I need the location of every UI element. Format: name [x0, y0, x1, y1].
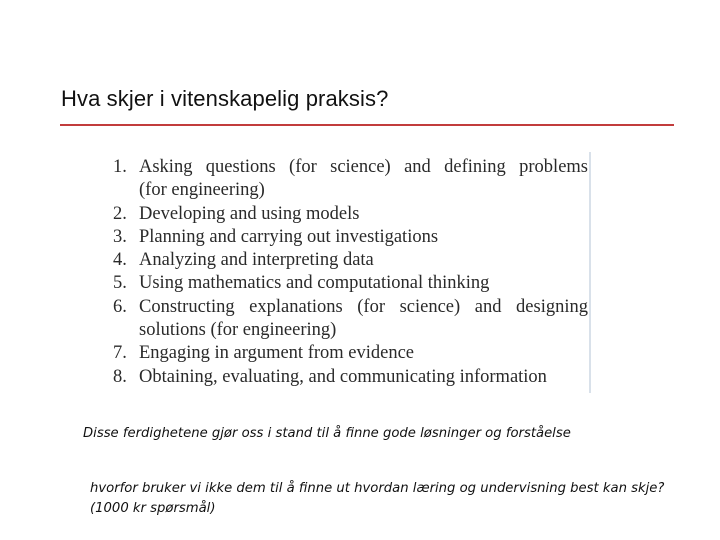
- list-item-text: Constructing explanations (for science) and designing: [139, 296, 588, 317]
- list-item: [113, 226, 588, 249]
- list-item-number: 7.: [113, 343, 127, 364]
- list-item-number: 1.: [113, 157, 127, 177]
- title-divider: [60, 124, 674, 126]
- slide-title: Hva skjer i vitenskapelig praksis?: [61, 86, 389, 111]
- list-item: [113, 203, 588, 226]
- list-item-number: 4.: [113, 250, 127, 271]
- list-item-continuation: [113, 179, 588, 202]
- skills-note: Disse ferdighetene gjør oss i stand til å finne gode løsninger og forståelse: [83, 426, 571, 441]
- list-item: [113, 272, 588, 295]
- list-item-text: Engaging in argument from evidence: [139, 343, 415, 364]
- list-item-number: 2.: [113, 203, 127, 224]
- list-item-text: solutions (for engineering): [139, 320, 337, 341]
- list-item-number: 8.: [113, 366, 127, 387]
- list-item-text: Using mathematics and computational thinking: [139, 273, 490, 294]
- practices-list: [113, 156, 588, 389]
- list-item-text: Analyzing and interpreting data: [139, 250, 374, 271]
- list-item: [113, 342, 588, 365]
- list-item-text: Planning and carrying out investigations: [139, 226, 439, 247]
- list-item-number: 5.: [113, 273, 127, 294]
- list-item-text: Developing and using models: [139, 203, 360, 224]
- list-item-text: Asking questions (for science) and defining problems: [139, 157, 588, 177]
- list-item-number: 3.: [113, 226, 127, 247]
- list-item-number: 6.: [113, 296, 127, 317]
- list-item: [113, 249, 588, 272]
- practices-list-image: [103, 152, 591, 393]
- list-item: [113, 366, 588, 389]
- list-item: [113, 156, 588, 179]
- list-item-text: (for engineering): [139, 180, 265, 201]
- question-note: hvorfor bruker vi ikke dem til å finne ut hvordan læring og undervisning best kan skje? (1000 kr spørsmål): [90, 481, 665, 516]
- list-item-text: Obtaining, evaluating, and communicating information: [139, 366, 547, 387]
- list-item-continuation: [113, 319, 588, 342]
- list-item: [113, 296, 588, 319]
